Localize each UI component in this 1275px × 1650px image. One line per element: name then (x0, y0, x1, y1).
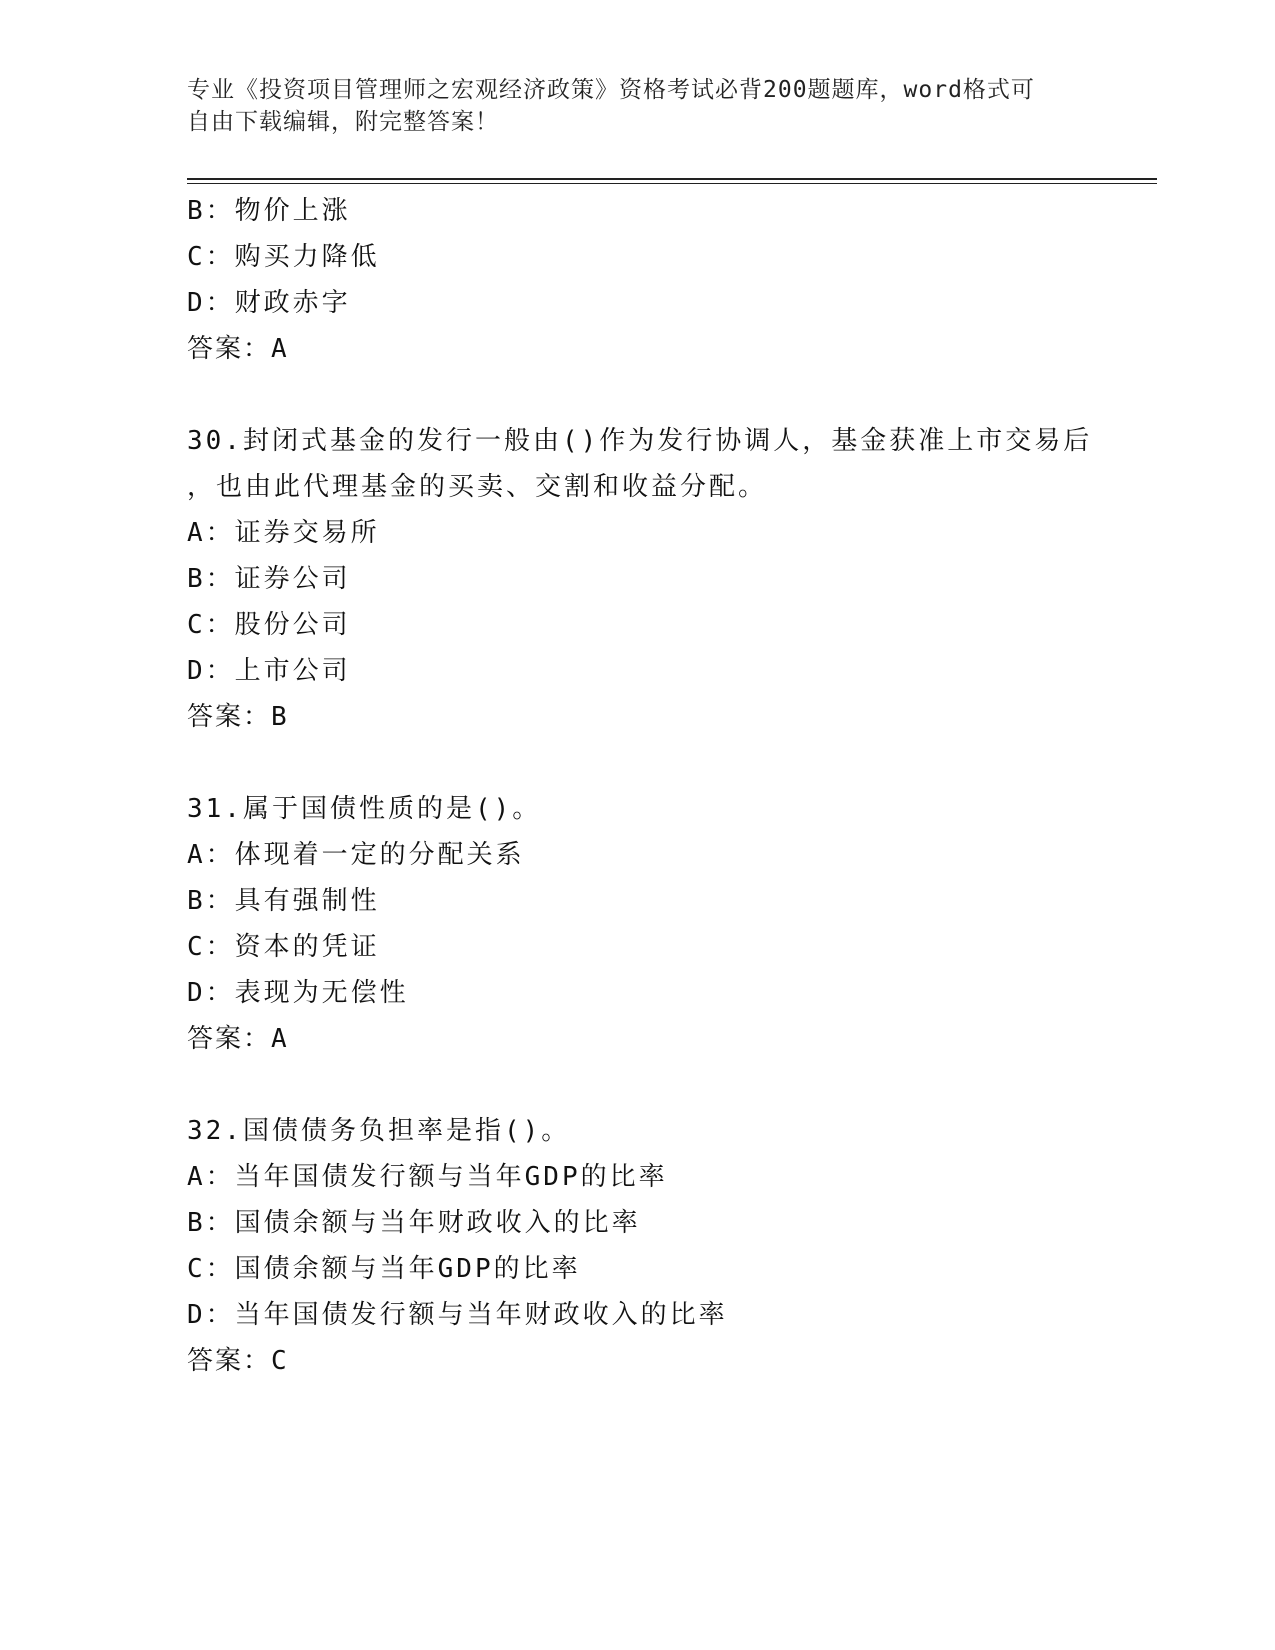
option-b: B：物价上涨 (187, 196, 351, 226)
spacer (187, 372, 1087, 418)
question-text: 30.封闭式基金的发行一般由()作为发行协调人，基金获准上市交易后 (187, 426, 1093, 456)
answer: 答案：A (187, 334, 289, 364)
option-c: C：国债余额与当年GDP的比率 (187, 1254, 581, 1284)
header-line-2: 自由下载编辑，附完整答案！ (187, 109, 499, 135)
header-divider-thin (187, 183, 1157, 184)
question-block-30 (187, 418, 1093, 740)
option-b: B：国债余额与当年财政收入的比率 (187, 1208, 641, 1238)
option-d: D：财政赤字 (187, 288, 351, 318)
answer: 答案：B (187, 702, 289, 732)
option-c: C：购买力降低 (187, 242, 380, 272)
question-block-29 (187, 188, 1087, 372)
question-text: 31.属于国债性质的是()。 (187, 794, 542, 824)
answer: 答案：C (187, 1346, 289, 1376)
question-list (187, 188, 1093, 1384)
option-d: D：当年国债发行额与当年财政收入的比率 (187, 1300, 728, 1330)
spacer (187, 740, 1087, 786)
option-d: D：上市公司 (187, 656, 351, 686)
option-a: A：当年国债发行额与当年GDP的比率 (187, 1162, 668, 1192)
option-b: B：证券公司 (187, 564, 351, 594)
option-d: D：表现为无偿性 (187, 978, 409, 1008)
option-b: B：具有强制性 (187, 886, 380, 916)
option-c: C：资本的凭证 (187, 932, 380, 962)
document-header (187, 74, 1067, 138)
question-text: 32.国债债务负担率是指()。 (187, 1116, 571, 1146)
spacer (187, 1062, 1087, 1108)
question-text-continued: ，也由此代理基金的买卖、交割和收益分配。 (187, 472, 768, 502)
header-line-1: 专业《投资项目管理师之宏观经济政策》资格考试必背200题题库，word格式可 (187, 77, 1035, 103)
answer: 答案：A (187, 1024, 289, 1054)
question-block-32 (187, 1108, 1087, 1384)
header-divider-thick (187, 178, 1157, 180)
question-block-31 (187, 786, 1087, 1062)
option-a: A：体现着一定的分配关系 (187, 840, 525, 870)
option-a: A：证券交易所 (187, 518, 380, 548)
option-c: C：股份公司 (187, 610, 351, 640)
